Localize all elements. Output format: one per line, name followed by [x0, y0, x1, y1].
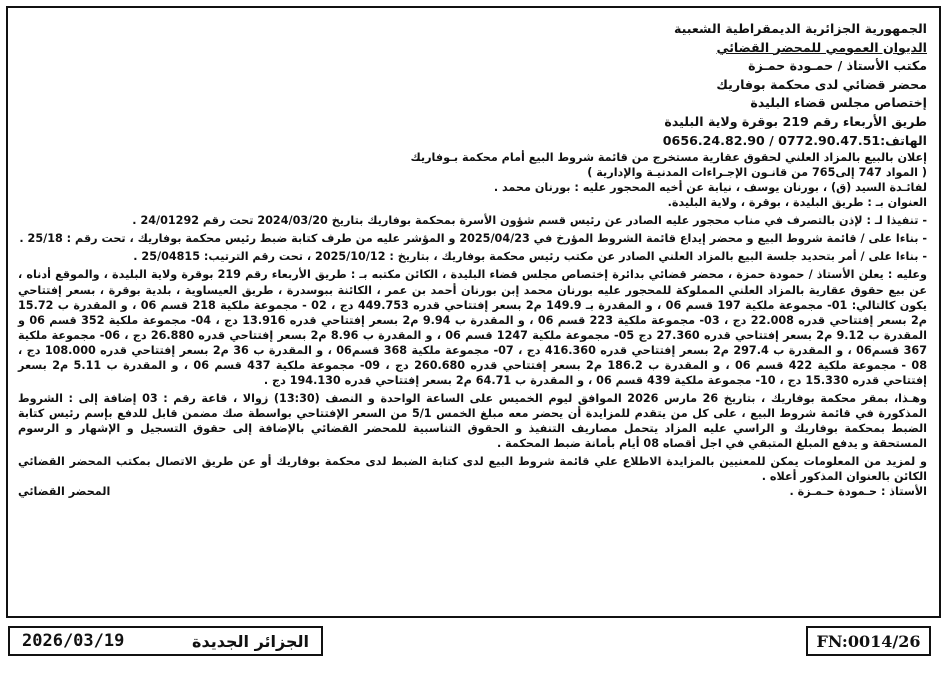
announcement-footer	[0, 624, 949, 664]
header-public-office: الديوان العمومي للمحضر القضائي	[716, 39, 927, 55]
beneficiary-address: العنوان بـ : طريق البليدة ، بوقرة ، ولاية البليدة.	[667, 196, 927, 210]
paragraph-auction-session: وهـذا، بمقر محكمة بوفاريك ، بتاريخ 26 مارس 2026 الموافق ليوم الخميس على الساعة الواحدة و النصف (13:30) زوالا ، قاعة رقم : 03 إضافة إلى : الشروط المذكورة في قائمة شروط البيع ، على كل من يتقدم للمزايدة أن يحضر معه مبلغ الخمس 5/1 من السعر الإفتتاحي بواسطة صك مضمن قابل للدفع بإسم رئيس كتابة الضبط بمحكمة بوفاريك و الراسي عليه المزاد يتحمل مصاريف التنفيذ و الحقوق التناسبية للمحضر القضائي بالإضافة إلى حقوق التسجيل و الإشهار و الرسوم المستحقة و يدفع المبلغ المتبقي في اجل أقصاه 08 أيام بأمانة ضبط المحكمة .	[18, 391, 928, 450]
paragraph-session-order: - بناءا على / أمر بتحديد جلسة البيع بالمزاد العلني الصادر عن مكتب رئيس محكمة بوفاريك ، بتاريخ : 2025/10/12 ، تحت رقم الترتيب: 25/04815 .	[133, 250, 927, 264]
announcement-body	[18, 150, 927, 499]
header-jurisdiction: إختصاص مجلس قضاء البليدة	[750, 95, 927, 111]
fn-code-box: FN:0014/26	[806, 626, 931, 656]
publication-name: الجزائر الجديدة	[192, 631, 309, 651]
signature-role: المحضر القضائي	[18, 485, 111, 499]
announcement-frame	[6, 6, 941, 618]
beneficiary: لفائـدة السيد (ق) ، بورنان يوسف ، نيابة عن أخيه المحجور عليه : بورنان محمد .	[493, 181, 927, 195]
publication-box	[8, 626, 323, 656]
law-reference: ( المواد 747 إلى765 من قانـون الإجـراءات المدنيـة والإدارية )	[587, 166, 927, 180]
header-office-of: مكتب الأستاذ / حمـودة حمـزة	[748, 58, 927, 74]
header-address: طريق الأربعاء رقم 219 بوقرة ولاية البليدة	[664, 113, 927, 129]
header-republic: الجمهورية الجزائرية الديمقراطية الشعبية	[674, 21, 927, 36]
publication-date: 2026/03/19	[22, 631, 125, 651]
office-header	[18, 20, 927, 150]
paragraph-conditions-list: - بناءا على / قائمة شروط البيع و محضر إيداع قائمة الشروط المؤرخ في 2025/04/23 و المؤشر عليه من طرف كتابة ضبط رئيس محكمة بوفاريك ، تحت رقم : 25/18 .	[19, 232, 927, 246]
announcement-title: إعلان بالبيع بالمزاد العلني لحقوق عقارية مستخرج من قائمة شروط البيع أمام محكمة بـوفاريك	[410, 151, 927, 165]
paragraph-information: و لمزيد من المعلومات يمكن للمعنيين بالمزايدة الاطلاع علي قائمة شروط البيع لدى كتابة الضبط لدى محكمة بوفاريك أو عن طريق الاتصال بمكتب المحضر القضائي الكائن بالعنوان المذكور أعلاه .	[18, 455, 927, 484]
announcement-document	[18, 20, 927, 608]
signature-line	[18, 484, 927, 499]
paragraph-properties: وعليه : يعلن الأستاذ / حمودة حمزة ، محضر قضائي بدائرة إختصاص مجلس قضاء البليدة ، الكائن مكتبه بـ : طريق الأربعاء رقم 219 بوقرة ولاية البليدة ، والموقع أدناه ، عن بيع حقوق عقارية بالمزاد العلني المملوكة للمحجور عليه بورنان محمد إبن بورنان أحمد بن عمر ، الكائنة ببوسدرة ، طريق العيساوية ، بلدية بوقرة ، بسعر إفتتاحي يكون كالتالي: 01- مجموعة ملكية 197 قسم 06 ، و المقدرة بـ 149.9 م2 بسعر إفتتاحي قدره 449.753 دج ، 02 - مجموعة ملكية 218 قسم 06 ، و المقدرة ب 15.72 م2 بسعر إفتتاحي قدره 22.008 دج ، 03- مجموعة ملكية 223 قسم 06 ، و المقدرة ب 9.94 م2 بسعر إفتتاحي قدره 13.916 دج ، 04- مجموعة ملكية 352 قسم 06 و المقدرة ب 9.12 م2 بسعر إفتتاحي قدره 27.360 دج 05- مجموعة ملكية 1247 قسم 06 ، و المقدرة ب 8.96 م2 بسعر إفتتاحي قدره 26.880 دج ، 06- مجموعة ملكية 367 قسم06 ، و المقدرة ب 297.4 م2 بسعر إفتتاحي قدره 416.360 دج ، 07- مجموعة ملكية 368 قسم06 ، و المقدرة ب 36 م2 بسعر إفتتاحي قدره 108.000 دج ، 08 - مجموعة ملكية 422 قسم 06 ، و المقدرة ب 186.2 م2 بسعر إفتتاحي قدره 260.680 دج ، 09- مجموعة ملكية 437 قسم 06 ، و المقدرة ب 5.11 م2 بسعر إفتتاحي قدره 15.330 دج ، 10- مجموعة ملكية 439 قسم 06 ، و المقدرة ب 64.71 م2 بسعر إفتتاحي قدره 194.130 دج .	[18, 268, 927, 387]
header-phone: الهاتف:0772.90.47.51 / 0656.24.82.90	[662, 132, 927, 148]
paragraph-execution: - تنفيذا لـ : لإذن بالتصرف في مناب محجور عليه الصادر عن رئيس قسم شؤون الأسرة بمحكمة بوفاريك بتاريخ 2024/03/20 تحت رقم 24/01292 .	[132, 214, 927, 228]
header-bailiff: محضر قضائي لدى محكمة بوفاريك	[716, 76, 927, 92]
signature-name: الأستاذ : حـمودة حـمـزة .	[789, 485, 927, 499]
